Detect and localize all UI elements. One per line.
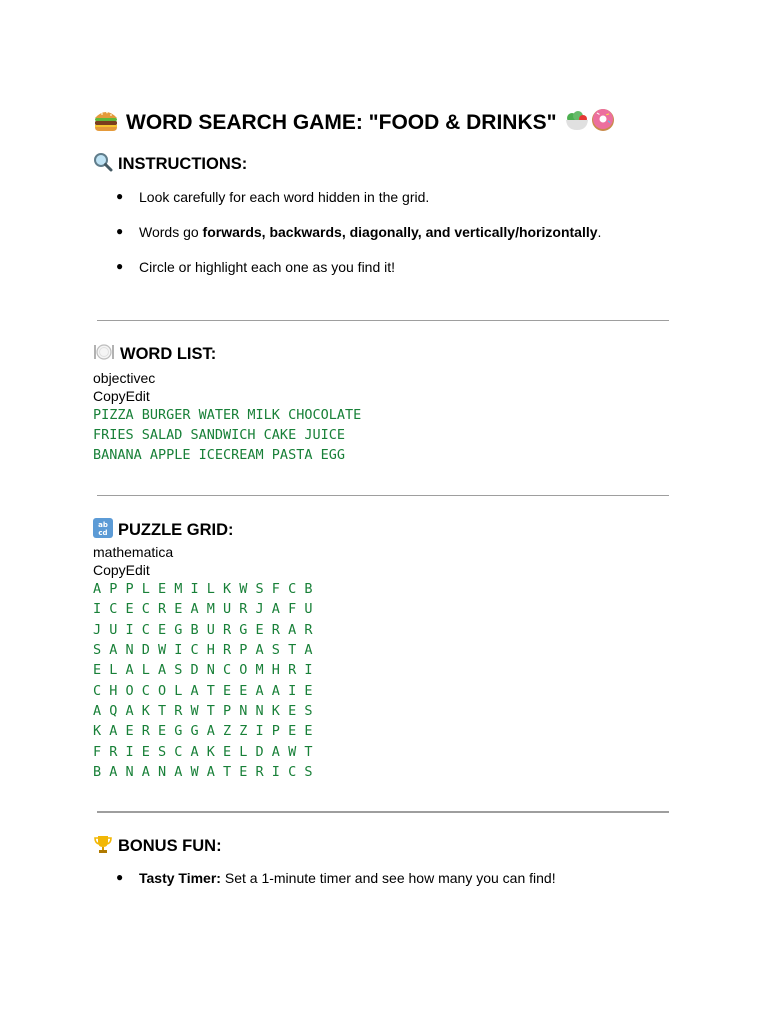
instructions-heading	[93, 152, 247, 177]
donut-icon	[590, 108, 616, 138]
grid-row: I C E C R E A M U R J A F U	[93, 601, 313, 617]
salad-icon	[564, 109, 590, 137]
word-list-line: FRIES SALAD SANDWICH CAKE JUICE	[93, 427, 345, 443]
title-text: WORD SEARCH GAME: "FOOD & DRINKS"	[126, 111, 557, 134]
word-list-heading-text: WORD LIST:	[120, 345, 217, 363]
grid-row: E L A L A S D N C O M H R I	[93, 662, 313, 678]
puzzle-grid-heading	[93, 518, 234, 543]
instructions-heading-text: INSTRUCTIONS:	[118, 155, 248, 173]
copy-edit-button[interactable]: CopyEdit	[93, 562, 150, 578]
grid-row: B A N A N A W A T E R I C S	[93, 764, 313, 780]
svg-text:cd: cd	[98, 529, 108, 537]
copy-edit-button[interactable]: CopyEdit	[93, 388, 150, 404]
divider	[97, 811, 669, 813]
bonus-heading-text: BONUS FUN:	[118, 837, 222, 855]
grid-row: K A E R E G G A Z Z I P E E	[93, 723, 313, 739]
bullet: ●	[116, 870, 124, 884]
trophy-icon	[93, 834, 113, 859]
grid-row: S A N D W I C H R P A S T A	[93, 642, 313, 658]
grid-row: C H O C O L A T E E A A I E	[93, 683, 313, 699]
bonus-text	[139, 870, 556, 886]
bullet: ●	[116, 189, 124, 203]
instruction-bold: forwards, backwards, diagonally, and vertically/horizontally	[202, 224, 598, 240]
instruction-text	[139, 224, 601, 240]
bonus-bold: Tasty Timer:	[139, 870, 221, 886]
magnifier-icon	[93, 152, 113, 177]
page-title	[93, 108, 616, 138]
puzzle-grid-heading-text: PUZZLE GRID:	[118, 521, 234, 539]
bonus-heading	[93, 834, 222, 859]
grid-row: A Q A K T R W T P N N K E S	[93, 703, 313, 719]
instruction-text: Look carefully for each word hidden in the grid.	[139, 189, 430, 205]
divider	[97, 320, 669, 321]
grid-row: J U I C E G B U R G E R A R	[93, 622, 313, 638]
divider	[97, 495, 669, 496]
plate-icon	[93, 343, 115, 366]
bullet: ●	[116, 259, 124, 273]
word-list-heading	[93, 343, 216, 366]
word-list-line: BANANA APPLE ICECREAM PASTA EGG	[93, 447, 345, 463]
svg-text:ab: ab	[98, 521, 108, 529]
code-language-label: mathematica	[93, 544, 174, 560]
instruction-suffix: .	[597, 224, 602, 240]
code-language-label: objectivec	[93, 370, 156, 386]
word-list-line: PIZZA BURGER WATER MILK CHOCOLATE	[93, 407, 362, 423]
burger-icon	[93, 108, 119, 138]
abcd-icon	[93, 518, 113, 543]
bullet: ●	[116, 224, 124, 238]
bonus-suffix: Set a 1-minute timer and see how many you can find!	[220, 870, 556, 886]
instruction-prefix: Words go	[139, 224, 203, 240]
grid-row: A P P L E M I L K W S F C B	[93, 581, 313, 597]
grid-row: F R I E S C A K E L D A W T	[93, 744, 313, 760]
instruction-text: Circle or highlight each one as you find it!	[139, 259, 396, 275]
